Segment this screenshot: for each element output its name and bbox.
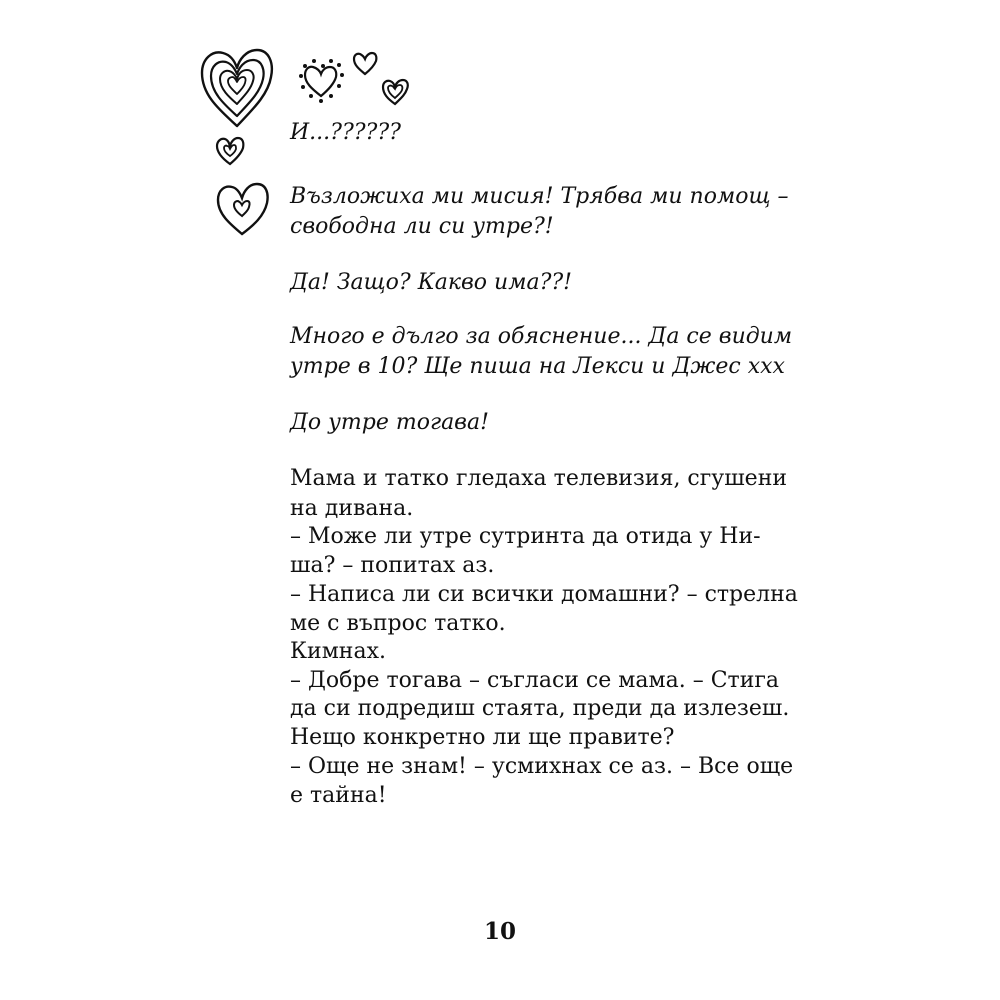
narrative-line: – Още не знам! – усмихнах се аз. – Все още [290,754,794,779]
narrative-line: на дивана. [290,496,414,521]
page-number: 10 [483,918,516,945]
heart-with-inner-heart-icon [210,176,274,240]
message-line: Възложиха ми мисия! Трябва ми помощ – [290,184,789,209]
message-line: Много е дълго за обяснение... Да се видим [290,324,793,349]
narrative-line: ме с въпрос татко. [290,611,506,636]
message-line: И...?????? [290,120,401,145]
narrative-line: – Написа ли си всички домашни? – стрелна [290,582,798,607]
narrative-line: – Добре тогава – съгласи се мама. – Стига [290,668,780,693]
narrative-line: ша? – попитах аз. [290,553,495,578]
narrative-line: Мама и татко гледаха телевизия, сгушени [290,466,788,491]
heart-small-icon [350,48,380,78]
message-line: утре в 10? Ще пиша на Лекси и Джес ххх [290,354,785,379]
heart-scalloped-icon [296,56,346,104]
heart-small-outline-icon [212,132,248,168]
narrative-line: да си подредиш стаята, преди да излезеш. [290,696,790,721]
heart-double-icon [378,74,412,108]
narrative-line: Кимнах. [290,639,386,664]
narrative-line: – Може ли утре сутринта да отида у Ни- [290,524,761,549]
narrative-line: Нещо конкретно ли ще правите? [290,725,675,750]
heart-large-nested-icon [196,44,278,130]
narrative-line: е тайна! [290,783,387,808]
message-line: Да! Защо? Какво има??! [290,270,572,295]
message-line: свободна ли си утре?! [290,214,554,239]
message-line: До утре тогава! [290,410,489,435]
